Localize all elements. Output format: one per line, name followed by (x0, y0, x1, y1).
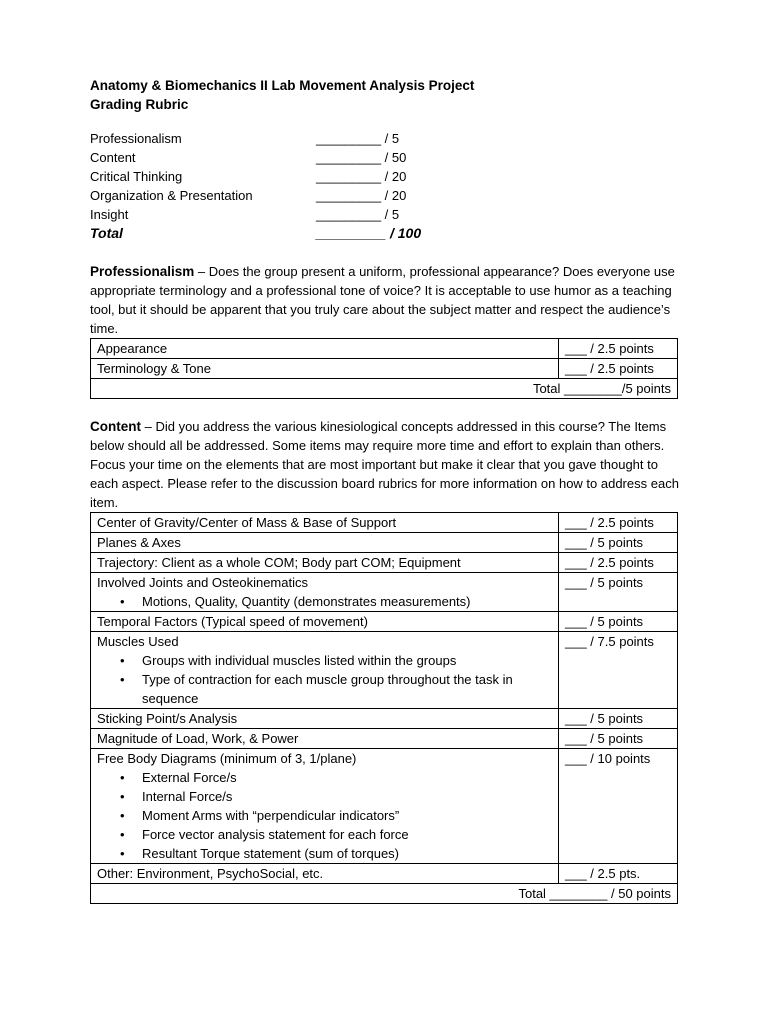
points-cell: ___ / 5 points (559, 533, 678, 553)
table-row (91, 513, 678, 533)
list-item: • Motions, Quality, Quantity (demonstrates measurements) (142, 592, 552, 611)
title-line-1: Anatomy & Biomechanics II Lab Movement Analysis Project (90, 78, 475, 93)
summary-score: _________ / 50 (316, 150, 407, 165)
list-item: • Type of contraction for each muscle group throughout the task in sequence (142, 670, 552, 708)
item-cell: Appearance (91, 339, 559, 359)
summary-label: Content (90, 150, 136, 165)
document-title (90, 76, 680, 114)
table-row (91, 533, 678, 553)
total-cell: Total ________ / 50 points (91, 884, 678, 904)
points-cell: ___ / 2.5 points (559, 553, 678, 573)
list-item: • Moment Arms with “perpendicular indicators” (142, 806, 552, 825)
points-cell: ___ / 5 points (559, 709, 678, 729)
points-cell: ___ / 5 points (559, 729, 678, 749)
table-row (91, 339, 678, 359)
professionalism-table (90, 338, 678, 399)
points-cell: ___ / 10 points (559, 749, 678, 864)
points-cell: ___ / 2.5 points (559, 339, 678, 359)
content-table (90, 512, 678, 904)
total-row (91, 884, 678, 904)
bullet-list (97, 592, 552, 611)
summary-row (90, 167, 680, 186)
table-row (91, 864, 678, 884)
table-row (91, 632, 678, 709)
item-cell: Temporal Factors (Typical speed of movement) (91, 612, 559, 632)
item-cell: Sticking Point/s Analysis (91, 709, 559, 729)
item-cell (91, 749, 559, 864)
summary-score: _________ / 20 (316, 169, 407, 184)
table-row (91, 359, 678, 379)
summary-total-label: Total (90, 225, 123, 241)
item-cell: Planes & Axes (91, 533, 559, 553)
item-label: Involved Joints and Osteokinematics (97, 575, 308, 590)
total-cell: Total ________/5 points (91, 379, 678, 399)
content-description (90, 417, 680, 512)
item-cell (91, 632, 559, 709)
professionalism-text: – Does the group present a uniform, professional appearance? Does everyone use appropriate terminology and a professional tone of voice? It is acceptable to use humor as a teaching tool, but it should be apparent that you truly care about the subject matter and respect the audience’s time. (90, 264, 675, 336)
table-row (91, 709, 678, 729)
summary-score: _________ / 5 (316, 131, 400, 146)
item-label: Muscles Used (97, 634, 179, 649)
bullet-list (97, 651, 552, 708)
professionalism-description (90, 262, 680, 338)
table-row (91, 573, 678, 612)
bullet-list (97, 768, 552, 863)
points-cell: ___ / 5 points (559, 612, 678, 632)
title-line-2: Grading Rubric (90, 97, 189, 112)
points-cell: ___ / 5 points (559, 573, 678, 612)
table-row (91, 553, 678, 573)
summary-score: _________ / 20 (316, 188, 407, 203)
content-text: – Did you address the various kinesiological concepts addressed in this course? The Items below should all be addressed. Some items may require more time and effort to explain than others. Focus your time on the elements that are most important but make it clear that you gave thought to each aspect. Please refer to the discussion board rubrics for more information on how to address each item. (90, 419, 679, 510)
professionalism-heading: Professionalism (90, 264, 195, 279)
summary-row (90, 186, 680, 205)
item-cell: Terminology & Tone (91, 359, 559, 379)
table-row (91, 729, 678, 749)
item-cell (91, 573, 559, 612)
points-cell: ___ / 2.5 pts. (559, 864, 678, 884)
summary-label: Professionalism (90, 131, 182, 146)
summary-label: Insight (90, 207, 129, 222)
list-item: • Force vector analysis statement for each force (142, 825, 552, 844)
list-item: • External Force/s (142, 768, 552, 787)
table-row (91, 612, 678, 632)
points-cell: ___ / 2.5 points (559, 513, 678, 533)
summary-total-score: _________ / 100 (316, 225, 422, 241)
table-row (91, 749, 678, 864)
summary-row (90, 205, 680, 224)
list-item: • Internal Force/s (142, 787, 552, 806)
summary-row (90, 129, 680, 148)
item-label: Free Body Diagrams (minimum of 3, 1/plane) (97, 751, 357, 766)
summary-row (90, 148, 680, 167)
list-item: • Resultant Torque statement (sum of torques) (142, 844, 552, 863)
item-cell: Magnitude of Load, Work, & Power (91, 729, 559, 749)
rubric-page (90, 76, 680, 904)
summary-label: Organization & Presentation (90, 188, 253, 203)
total-row (91, 379, 678, 399)
item-cell: Other: Environment, PsychoSocial, etc. (91, 864, 559, 884)
summary-score: _________ / 5 (316, 207, 400, 222)
summary-total-row (90, 224, 680, 243)
points-cell: ___ / 7.5 points (559, 632, 678, 709)
score-summary (90, 129, 680, 243)
list-item: • Groups with individual muscles listed within the groups (142, 651, 552, 670)
summary-label: Critical Thinking (90, 169, 183, 184)
item-cell: Trajectory: Client as a whole COM; Body part COM; Equipment (91, 553, 559, 573)
points-cell: ___ / 2.5 points (559, 359, 678, 379)
item-cell: Center of Gravity/Center of Mass & Base of Support (91, 513, 559, 533)
content-heading: Content (90, 419, 141, 434)
